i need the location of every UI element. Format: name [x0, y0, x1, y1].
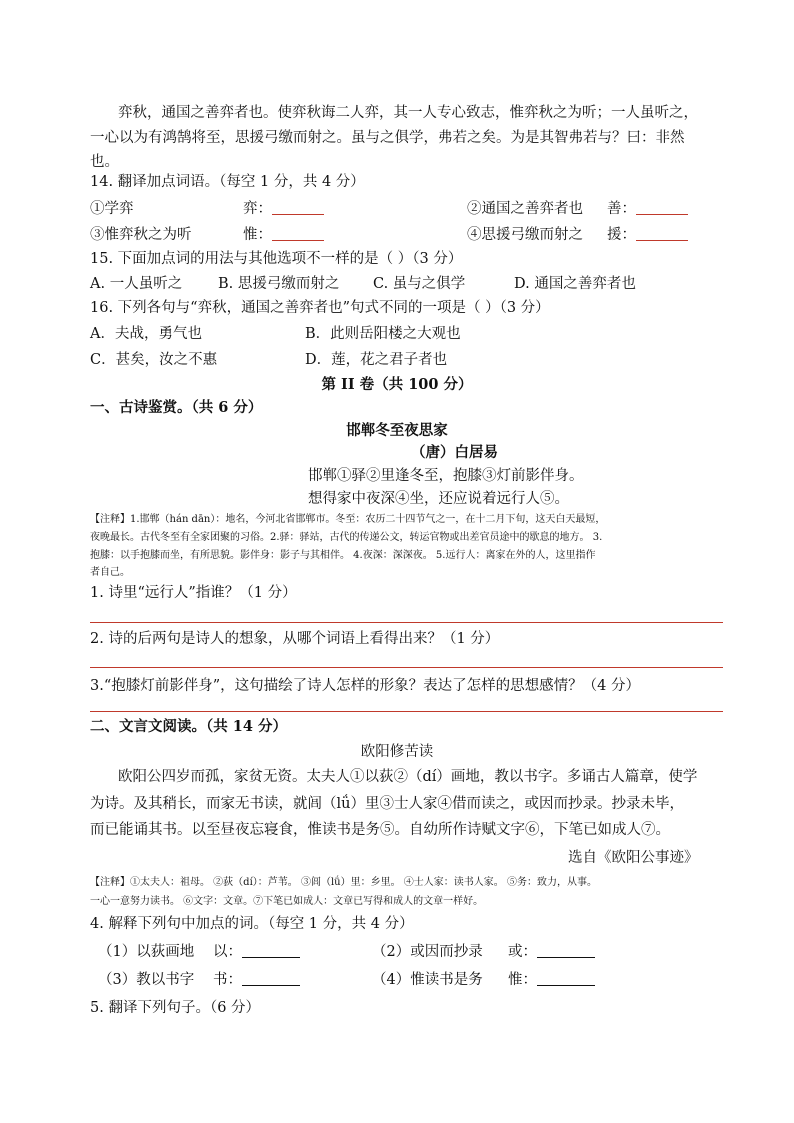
q4-blank-3[interactable] — [242, 971, 300, 986]
part-2-title: 第 II 卷（共 100 分） — [321, 376, 473, 393]
q4-blank-4[interactable] — [537, 971, 595, 986]
poem-author: （唐）白居易 — [411, 444, 498, 461]
q4-item-4 — [372, 970, 483, 990]
q16-stem: 16. 下列各句与“弈秋，通国之善弈者也”句式不同的一项是（ ）（3 分） — [90, 300, 550, 316]
q4-item-2-text: （2）或因而抄录 — [372, 944, 483, 960]
poem-verse-2: 想得家中夜深④坐，还应说着远行人⑤。 — [308, 491, 569, 507]
q16-option-c[interactable]: C．甚矣，汝之不惠 — [90, 352, 218, 368]
q14-item-1-text: ①学弈 — [90, 201, 134, 217]
q4-item-1-answer[interactable] — [213, 942, 300, 962]
poem-verse-1: 邯郸①驿②里逢冬至，抱膝③灯前影伴身。 — [308, 468, 584, 484]
q14-item-4-text: ④思援弓缴而射之 — [467, 227, 583, 243]
classical-text-source: 选自《欧阳公事迹》 — [568, 850, 699, 866]
q15-option-a[interactable]: A. 一人虽听之 — [90, 276, 183, 292]
answer-line-1[interactable] — [90, 622, 723, 623]
q14-item-4 — [467, 225, 583, 245]
poem-question-3: 3.“抱膝灯前影伴身”，这句描绘了诗人怎样的形象？表达了怎样的思想感情？（4 分） — [90, 678, 640, 694]
q4-item-4-text: （4）惟读书是务 — [372, 972, 483, 988]
passage-line-3: 也。 — [90, 154, 119, 170]
q15-option-d[interactable]: D. 通国之善弈者也 — [514, 276, 636, 292]
q14-item-1-answer[interactable] — [243, 199, 324, 219]
q4-item-2-answer[interactable] — [508, 942, 595, 962]
classical-note-2: 一心一意努力读书。 ⑥文字：文章。⑦下笔已如成人：文章已写得和成人的文章一样好。 — [90, 896, 484, 907]
q4-item-2 — [372, 942, 483, 962]
q14-item-2-text: ②通国之善弈者也 — [467, 201, 583, 217]
q5-stem: 5. 翻译下列句子。（6 分） — [90, 1000, 261, 1016]
q4-stem: 4. 解释下列句中加点的词。（每空 1 分，共 4 分） — [90, 916, 414, 932]
poem-question-1: 1. 诗里“远行人”指谁？（1 分） — [90, 585, 297, 601]
classical-note-1: 【注释】①太夫人：祖母。 ②荻（dí）：芦苇。 ③闾（lǘ）里：乡里。 ④士人家：读书人家。 ⑤务：致力，从事。 — [90, 877, 597, 888]
q16-option-d[interactable]: D．莲，花之君子者也 — [305, 352, 448, 368]
q15-option-c[interactable]: C. 虽与之俱学 — [373, 276, 466, 292]
passage-line-1: 弈秋，通国之善弈者也。使弈秋诲二人弈，其一人专心致志，惟弈秋之为听；一人虽听之， — [118, 105, 698, 121]
q14-item-2 — [467, 199, 583, 219]
q14-blank-1[interactable] — [272, 200, 324, 215]
poem-note-1: 【注释】1.邯郸（hán dān）：地名，今河北省邯郸市。冬至：农历二十四节气之一，在十二月下旬，这天白天最短， — [90, 514, 606, 525]
q4-item-1 — [98, 942, 194, 962]
q4-item-1-label: 以： — [213, 944, 242, 960]
classical-text-line-2: 为诗。及其稍长，而家无书读，就闾（lǘ）里③士人家④借而读之，或因而抄录。抄录未毕， — [90, 796, 684, 812]
poem-note-2: 夜晚最长。古代冬至有全家团聚的习俗。2.驿：驿站，古代的传递公文，转运官物或出差官员途中的歇息的地方。 3. — [90, 532, 603, 543]
q14-item-2-answer[interactable] — [607, 199, 688, 219]
q14-blank-3[interactable] — [272, 226, 324, 241]
q4-blank-1[interactable] — [242, 943, 300, 958]
classical-text-line-3: 而已能诵其书。以至昼夜忘寝食，惟读书是务⑤。自幼所作诗赋文字⑥，下笔已如成人⑦。 — [90, 822, 670, 838]
answer-line-3[interactable] — [90, 711, 723, 712]
q14-item-4-label: 援： — [607, 227, 636, 243]
q14-item-1 — [90, 199, 134, 219]
q14-item-3-text: ③惟弈秋之为听 — [90, 227, 192, 243]
section-2-title: 二、文言文阅读。（共 14 分） — [90, 718, 288, 735]
poem-title: 邯郸冬至夜思家 — [346, 422, 448, 439]
answer-line-2[interactable] — [90, 667, 723, 668]
poem-question-2: 2. 诗的后两句是诗人的想象，从哪个词语上看得出来？（1 分） — [90, 631, 500, 647]
q14-item-2-label: 善： — [607, 201, 636, 217]
q14-item-3-label: 惟： — [243, 227, 272, 243]
q14-item-3-answer[interactable] — [243, 225, 324, 245]
q15-option-b[interactable]: B. 思援弓缴而射之 — [218, 276, 340, 292]
q4-item-3-text: （3）教以书字 — [98, 972, 195, 988]
q16-option-b[interactable]: B．此则岳阳楼之大观也 — [305, 326, 461, 342]
q15-stem: 15. 下面加点词的用法与其他选项不一样的是（ ）（3 分） — [90, 251, 463, 267]
classical-text-title: 欧阳修苦读 — [360, 744, 434, 760]
q4-item-3-answer[interactable] — [213, 970, 300, 990]
q14-item-1-label: 弈： — [243, 201, 272, 217]
q4-item-1-text: （1）以荻画地 — [98, 944, 195, 960]
q16-option-a[interactable]: A．夫战，勇气也 — [90, 326, 202, 342]
classical-text-line-1: 欧阳公四岁而孤，家贫无资。太夫人①以荻②（dí）画地，教以书字。多诵古人篇章，使学 — [118, 769, 698, 785]
q4-item-4-answer[interactable] — [508, 970, 595, 990]
q4-item-3-label: 书： — [213, 972, 242, 988]
q14-item-4-answer[interactable] — [607, 225, 688, 245]
q14-blank-2[interactable] — [636, 200, 688, 215]
poem-note-4: 者自己。 — [90, 567, 130, 578]
q4-blank-2[interactable] — [537, 943, 595, 958]
poem-note-3: 抱膝：以手抱膝而坐，有所思貌。影伴身：影子与其相伴。 4.夜深：深深夜。 5.远行人：离家在外的人，这里指作 — [90, 550, 596, 561]
q4-item-4-label: 惟： — [508, 972, 537, 988]
q14-blank-4[interactable] — [636, 226, 688, 241]
q4-item-3 — [98, 970, 194, 990]
section-1-title: 一、古诗鉴赏。（共 6 分） — [90, 399, 263, 416]
passage-line-2: 一心以为有鸿鹄将至，思援弓缴而射之。虽与之俱学，弗若之矣。为是其智弗若与？曰：非然 — [90, 130, 685, 146]
q4-item-2-label: 或： — [508, 944, 537, 960]
q14-stem: 14. 翻译加点词语。（每空 1 分，共 4 分） — [90, 174, 365, 190]
q14-item-3 — [90, 225, 192, 245]
